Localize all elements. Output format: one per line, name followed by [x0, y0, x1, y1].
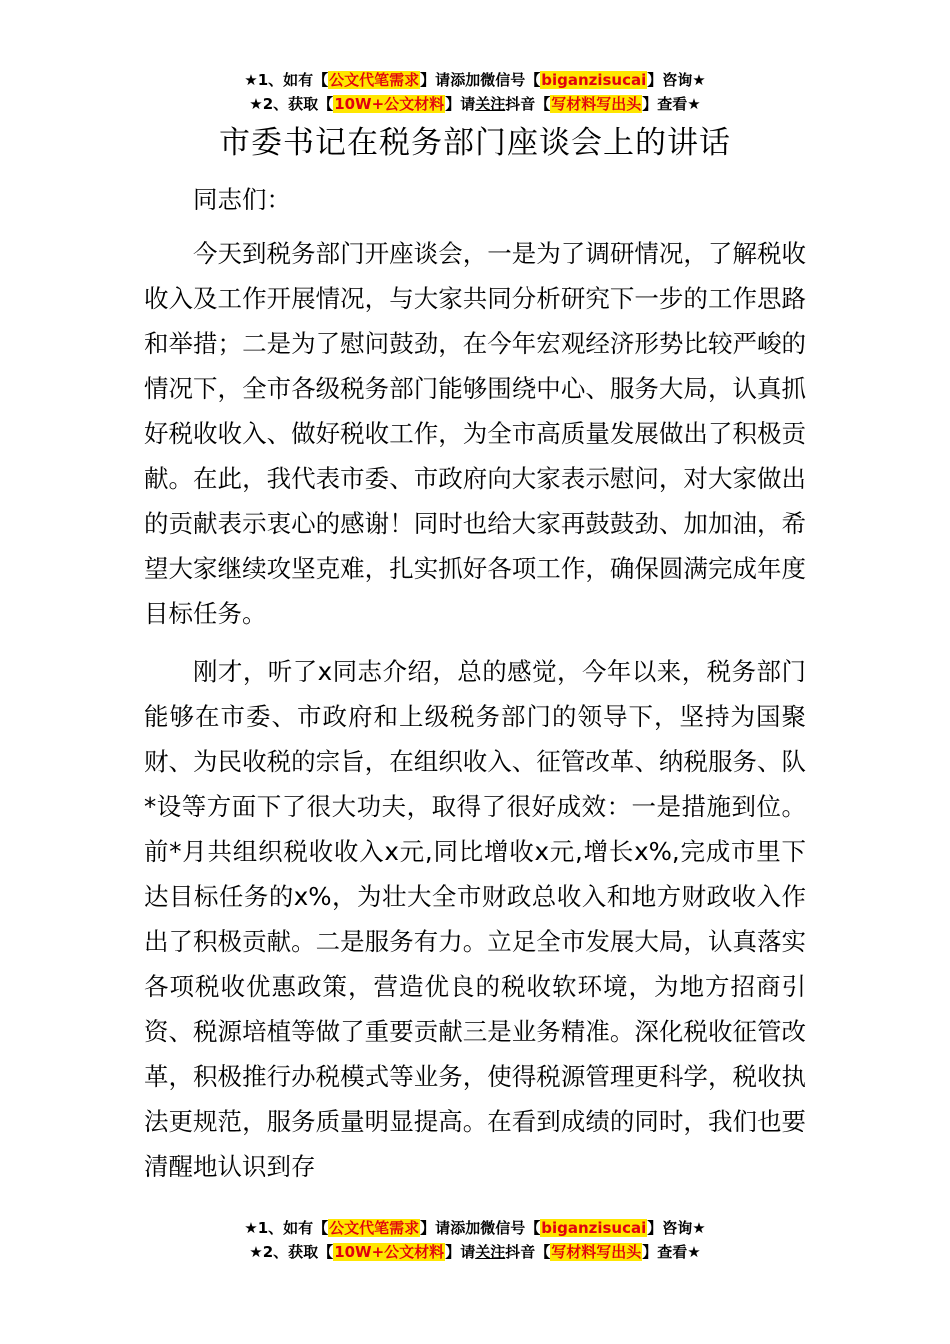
banner-text: ★1、如有【 — [244, 71, 329, 89]
banner-emphasis: 添加 — [450, 71, 481, 89]
banner-line-2 — [0, 1240, 950, 1264]
banner-line-1 — [0, 68, 950, 92]
banner-text: 】查看★ — [642, 1243, 701, 1261]
banner-text: 抖音【 — [505, 1243, 551, 1261]
banner-text: 】咨询★ — [647, 71, 706, 89]
banner-text: 】请 — [420, 71, 451, 89]
banner-highlight: 10W+公文材料 — [334, 95, 445, 113]
banner-emphasis: 添加 — [450, 1219, 481, 1237]
footer-banner — [0, 1216, 950, 1264]
banner-highlight: 公文代笔需求 — [329, 71, 420, 89]
banner-text: 微信号【 — [480, 71, 541, 89]
banner-text: 】咨询★ — [647, 1219, 706, 1237]
banner-highlight: biganzisucai — [541, 1219, 647, 1237]
banner-text: ★1、如有【 — [244, 1219, 329, 1237]
banner-highlight: biganzisucai — [541, 71, 647, 89]
banner-text: 抖音【 — [505, 95, 551, 113]
banner-text: 微信号【 — [480, 1219, 541, 1237]
salutation: 同志们： — [193, 185, 291, 214]
banner-highlight: 公文代笔需求 — [329, 1219, 420, 1237]
document-title: 市委书记在税务部门座谈会上的讲话 — [219, 125, 731, 161]
banner-text: 】请 — [420, 1219, 451, 1237]
banner-emphasis: 关注 — [475, 1243, 506, 1261]
banner-text: 】查看★ — [642, 95, 701, 113]
banner-highlight: 写材料写出头 — [551, 1243, 642, 1261]
header-banner — [0, 68, 950, 116]
banner-text: ★2、获取【 — [249, 95, 334, 113]
banner-highlight: 写材料写出头 — [551, 95, 642, 113]
paragraph: 今天到税务部门开座谈会，一是为了调研情况，了解税收收入及工作开展情况，与大家共同分析研究下一步的工作思路和举措；二是为了慰问鼓劲，在今年宏观经济形势比较严峻的情况下，全市各级税务部门能够围绕中心、服务大局，认真抓好税收收入、做好税收工作，为全市高质量发展做出了积极贡献。在此，我代表市委、市政府向大家表示慰问，对大家做出的贡献表示衷心的感谢！同时也给大家再鼓鼓劲、加加油，希望大家继续攻坚克难，扎实抓好各项工作，确保圆满完成年度目标任务。 — [144, 239, 806, 628]
banner-line-2 — [0, 92, 950, 116]
banner-text: ★2、获取【 — [249, 1243, 334, 1261]
banner-line-1 — [0, 1216, 950, 1240]
banner-text: 】请 — [445, 95, 476, 113]
banner-emphasis: 关注 — [475, 95, 506, 113]
banner-highlight: 10W+公文材料 — [334, 1243, 445, 1261]
document-body — [144, 177, 806, 1189]
paragraph: 刚才，听了x同志介绍，总的感觉，今年以来，税务部门能够在市委、市政府和上级税务部门的领导下，坚持为国聚财、为民收税的宗旨，在组织收入、征管改革、纳税服务、队*设等方面下了很大功夫，取得了很好成效：一是措施到位。前*月共组织税收收入x元,同比增收x元,增长x%,完成市里下达目标任务的x%，为壮大全市财政总收入和地方财政收入作出了积极贡献。二是服务有力。立足全市发展大局，认真落实各项税收优惠政策，营造优良的税收软环境，为地方招商引资、税源培植等做了重要贡献三是业务精准。深化税收征管改革，积极推行办税模式等业务，使得税源管理更科学，税收执法更规范，服务质量明显提高。在看到成绩的同时，我们也要清醒地认识到存 — [144, 657, 806, 1181]
banner-text: 】请 — [445, 1243, 476, 1261]
